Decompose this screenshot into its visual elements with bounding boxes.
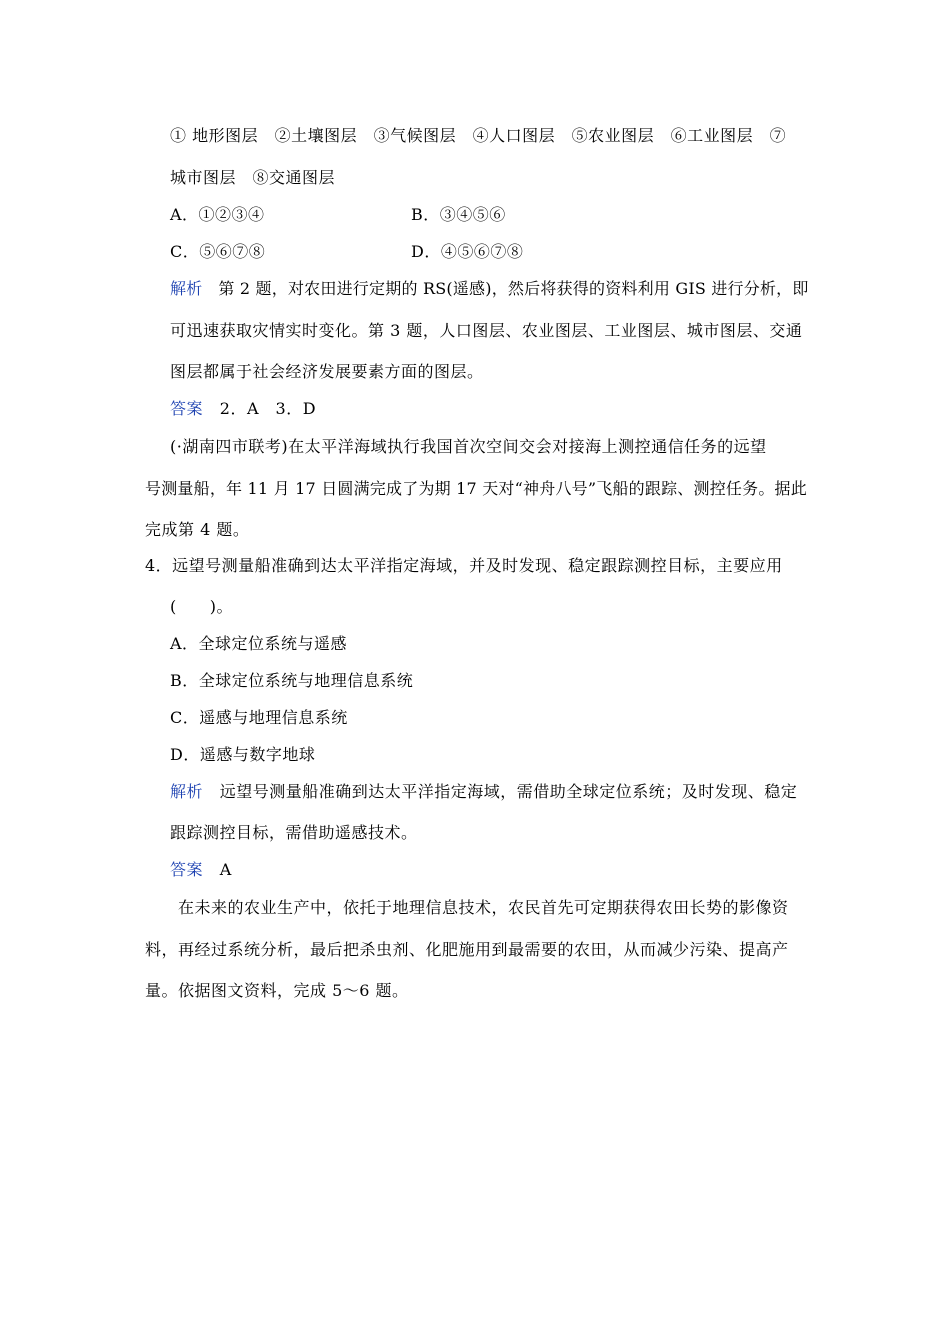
answer-label: 答案 bbox=[170, 860, 204, 879]
passage-1-line-2: 号测量船，年 11 月 17 日圆满完成了为期 17 天对“神舟八号”飞船的跟踪、测控任务。据此 bbox=[145, 479, 807, 498]
analysis-1-line-1 bbox=[170, 279, 809, 299]
answer-2-text: A bbox=[219, 860, 232, 879]
answer-label: 答案 bbox=[170, 399, 204, 418]
passage-2-line-3: 量。依据图文资料，完成 5～6 题。 bbox=[145, 981, 409, 1000]
layer-list-line-2: 城市图层 ⑧交通图层 bbox=[170, 168, 336, 187]
answer-1 bbox=[170, 399, 316, 419]
analysis-2-line-1 bbox=[170, 782, 797, 802]
q4-option-c: C．遥感与地理信息系统 bbox=[170, 708, 348, 727]
question-4-stem: 4．远望号测量船准确到达太平洋指定海域，并及时发现、稳定跟踪测控目标，主要应用 bbox=[145, 556, 783, 575]
q3-option-c: C．⑤⑥⑦⑧ bbox=[170, 242, 266, 261]
passage-2-line-2: 料，再经过系统分析，最后把杀虫剂、化肥施用到最需要的农田，从而减少污染、提高产 bbox=[145, 940, 789, 959]
q4-option-d: D．遥感与数字地球 bbox=[170, 745, 316, 764]
q4-option-b: B．全球定位系统与地理信息系统 bbox=[170, 671, 414, 690]
answer-2 bbox=[170, 860, 232, 880]
question-4-blank: ( )。 bbox=[170, 597, 233, 616]
analysis-1-line-3: 图层都属于社会经济发展要素方面的图层。 bbox=[170, 362, 484, 381]
q3-option-d: D．④⑤⑥⑦⑧ bbox=[411, 242, 524, 261]
passage-1-line-3: 完成第 4 题。 bbox=[145, 520, 250, 539]
q3-option-b: B．③④⑤⑥ bbox=[411, 205, 506, 224]
q4-option-a: A．全球定位系统与遥感 bbox=[170, 634, 348, 653]
analysis-label: 解析 bbox=[170, 782, 204, 801]
analysis-1-text-1: 第 2 题，对农田进行定期的 RS(遥感)，然后将获得的资料利用 GIS 进行分析，即 bbox=[218, 279, 809, 298]
analysis-2-line-2: 跟踪测控目标，需借助遥感技术。 bbox=[170, 823, 418, 842]
passage-1-line-1: (·湖南四市联考)在太平洋海域执行我国首次空间交会对接海上测控通信任务的远望 bbox=[170, 437, 767, 456]
passage-2-line-1: 在未来的农业生产中，依托于地理信息技术，农民首先可定期获得农田长势的影像资 bbox=[178, 898, 789, 917]
analysis-label: 解析 bbox=[170, 279, 203, 298]
analysis-2-text-1: 远望号测量船准确到达太平洋指定海域，需借助全球定位系统；及时发现、稳定 bbox=[219, 782, 798, 801]
answer-1-text: 2．A 3．D bbox=[219, 399, 317, 418]
q3-option-a: A．①②③④ bbox=[170, 205, 265, 224]
analysis-1-line-2: 可迅速获取灾情实时变化。第 3 题，人口图层、农业图层、工业图层、城市图层、交通 bbox=[170, 321, 803, 340]
layer-list-line-1: ① 地形图层 ②土壤图层 ③气候图层 ④人口图层 ⑤农业图层 ⑥工业图层 ⑦ bbox=[170, 126, 787, 145]
